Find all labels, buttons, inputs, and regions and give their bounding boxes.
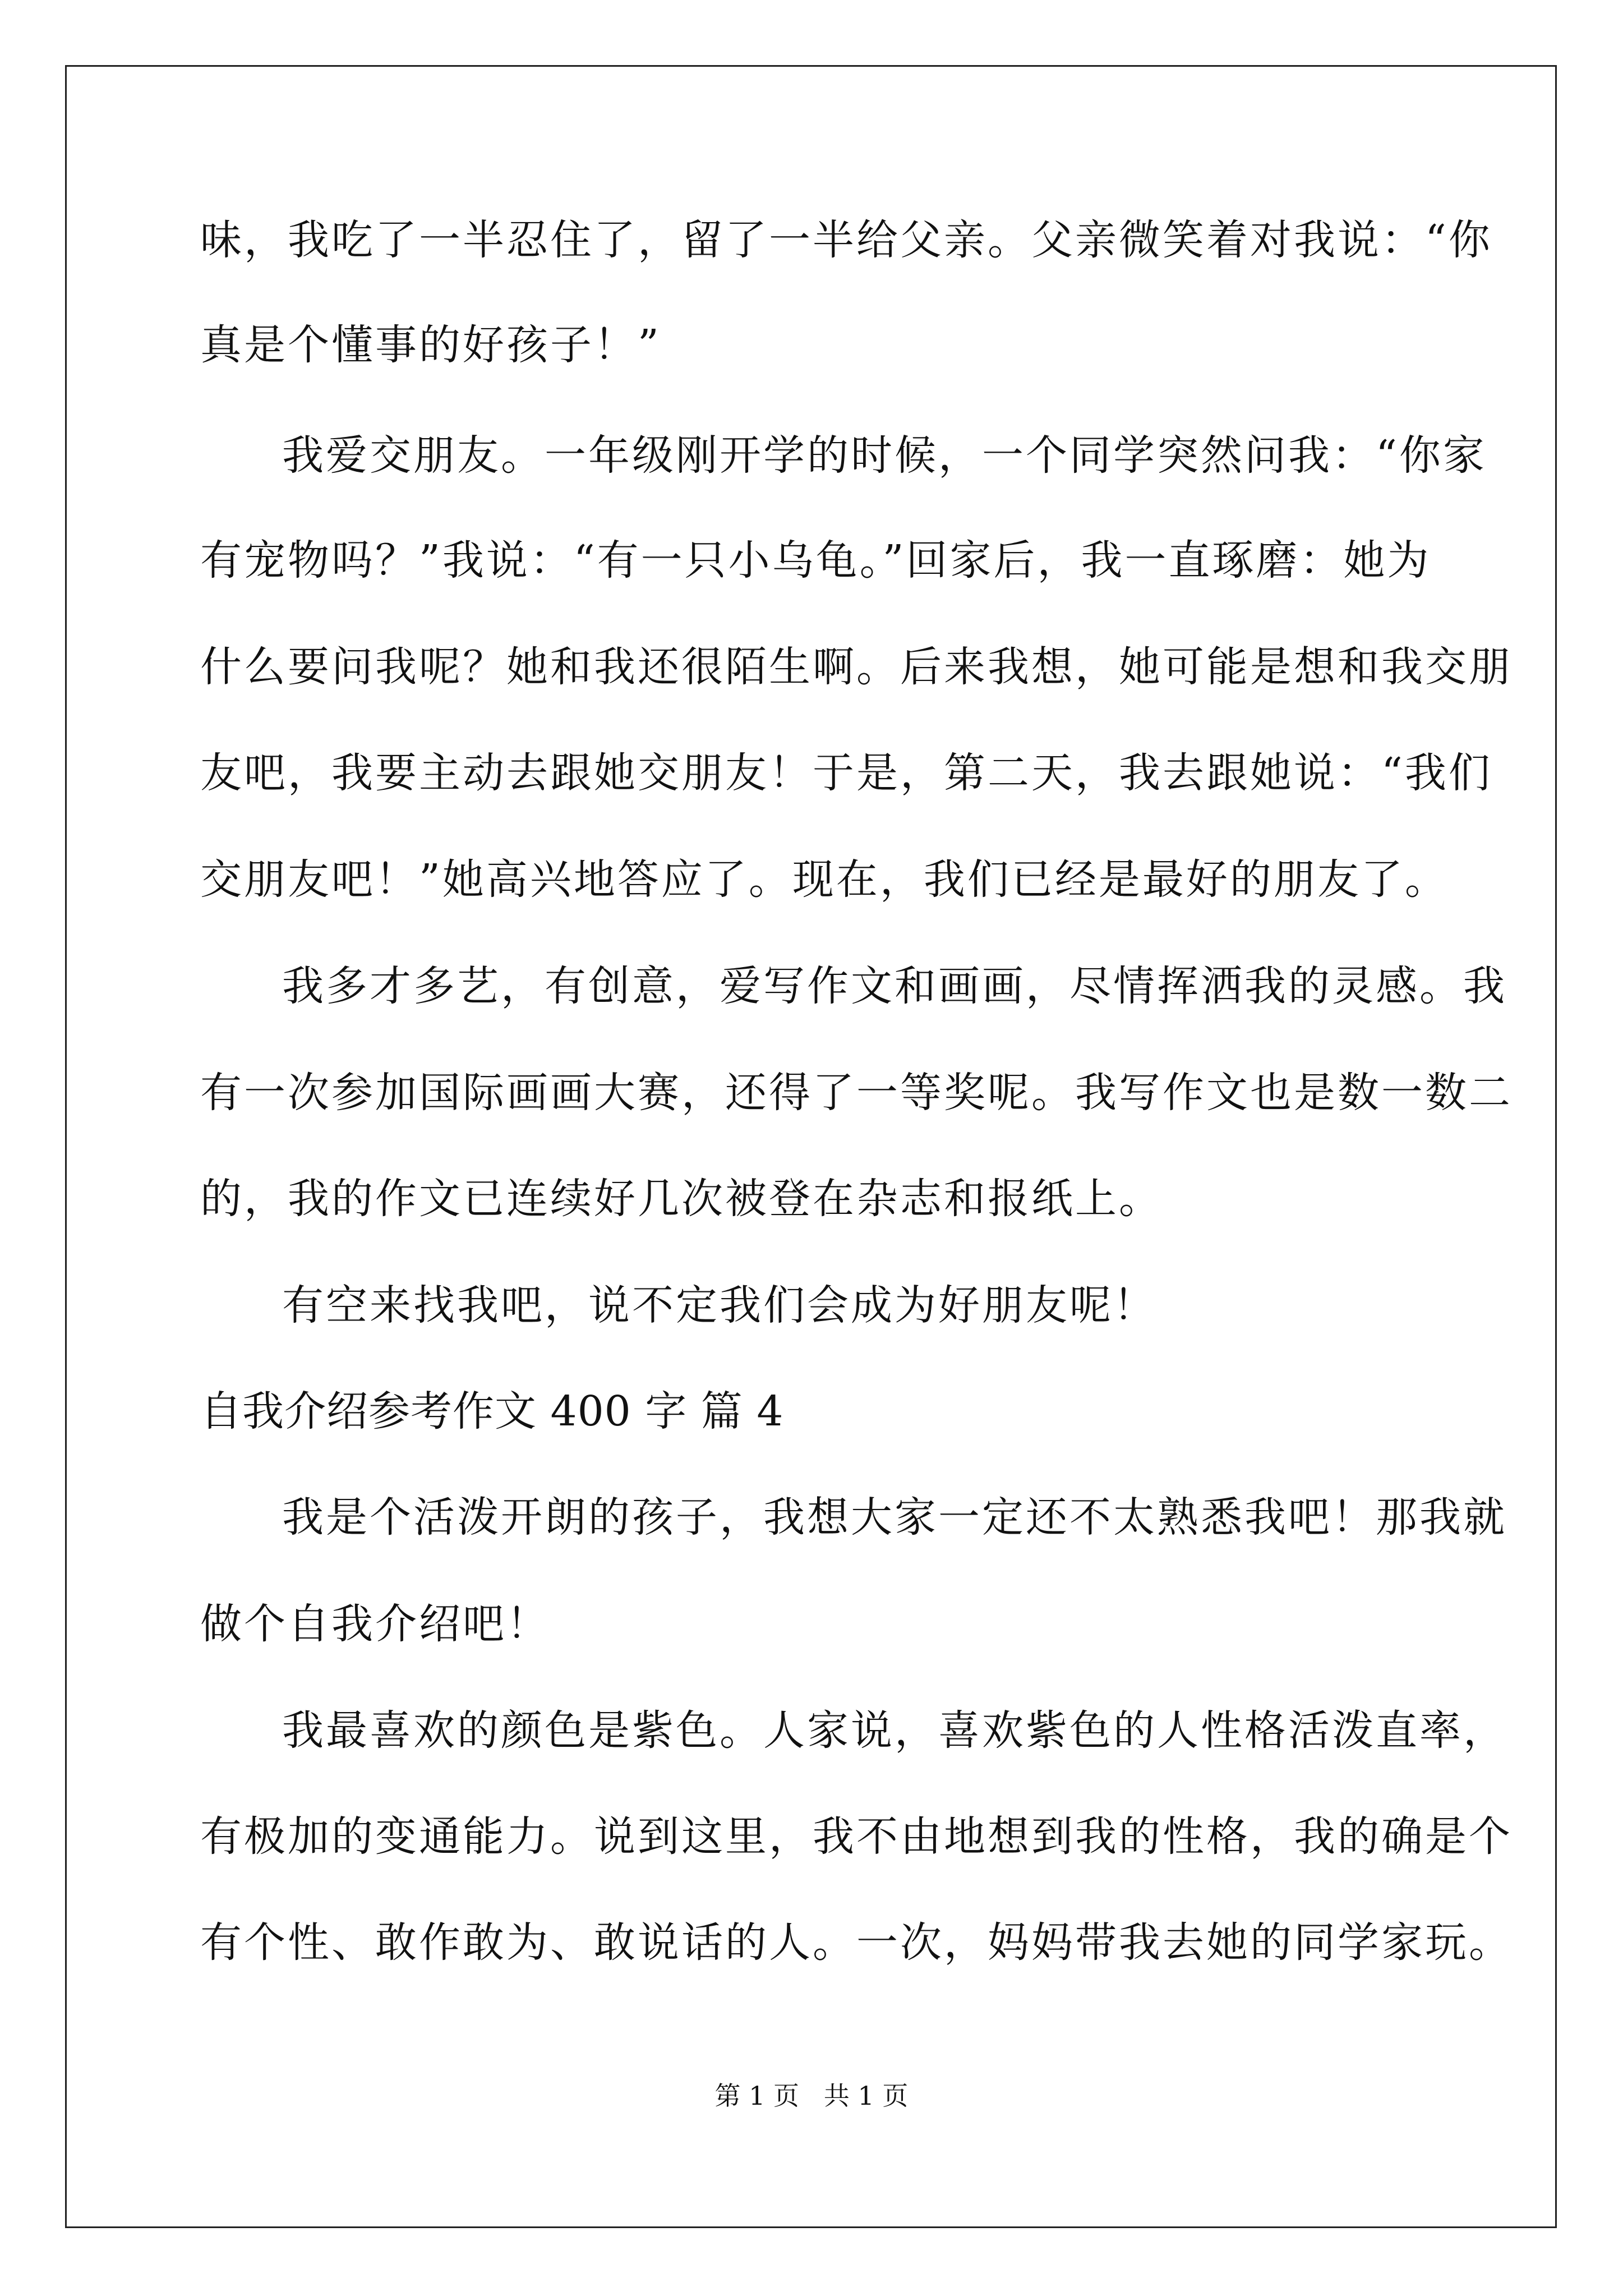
page-number-footer: 第 1 页 共 1 页 bbox=[714, 2081, 909, 2111]
text-line: 真是个懂事的好孩子！” bbox=[200, 321, 661, 369]
text-line: 味，我吃了一半忍住了，留了一半给父亲。父亲微笑着对我说：“你 bbox=[200, 216, 1492, 264]
text-line: 有极加的变通能力。说到这里，我不由地想到我的性格，我的确是个 bbox=[200, 1812, 1513, 1861]
text-line: 有一次参加国际画画大赛，还得了一等奖呢。我写作文也是数一数二 bbox=[200, 1069, 1513, 1117]
paragraph-start-line: 我最喜欢的颜色是紫色。人家说，喜欢紫色的人性格活泼直率， bbox=[282, 1706, 1507, 1755]
paragraph-start-line: 有空来找我吧，说不定我们会成为好朋友呢！ bbox=[282, 1281, 1157, 1329]
section-heading: 自我介绍参考作文 400 字 篇 4 bbox=[200, 1387, 784, 1435]
text-line: 交朋友吧！”她高兴地答应了。现在，我们已经是最好的朋友了。 bbox=[200, 855, 1449, 904]
text-line: 友吧，我要主动去跟她交朋友！于是，第二天，我去跟她说：“我们 bbox=[200, 749, 1492, 797]
text-line: 有宠物吗？”我说：“有一只小乌龟。”回家后，我一直琢磨：她为 bbox=[200, 536, 1431, 585]
paragraph-start-line: 我是个活泼开朗的孩子，我想大家一定还不太熟悉我吧！那我就 bbox=[282, 1493, 1507, 1542]
paragraph-start-line: 我多才多艺，有创意，爱写作文和画画，尽情挥洒我的灵感。我 bbox=[282, 962, 1507, 1010]
text-line: 的，我的作文已连续好几次被登在杂志和报纸上。 bbox=[200, 1175, 1163, 1223]
text-line: 做个自我介绍吧！ bbox=[200, 1600, 550, 1648]
text-line: 有个性、敢作敢为、敢说话的人。一次，妈妈带我去她的同学家玩。 bbox=[200, 1918, 1513, 1967]
paragraph-start-line: 我爱交朋友。一年级刚开学的时候，一个同学突然问我：“你家 bbox=[282, 431, 1487, 480]
page-border bbox=[65, 65, 1557, 2228]
text-line: 什么要问我呢？她和我还很陌生啊。后来我想，她可能是想和我交朋 bbox=[200, 643, 1513, 691]
